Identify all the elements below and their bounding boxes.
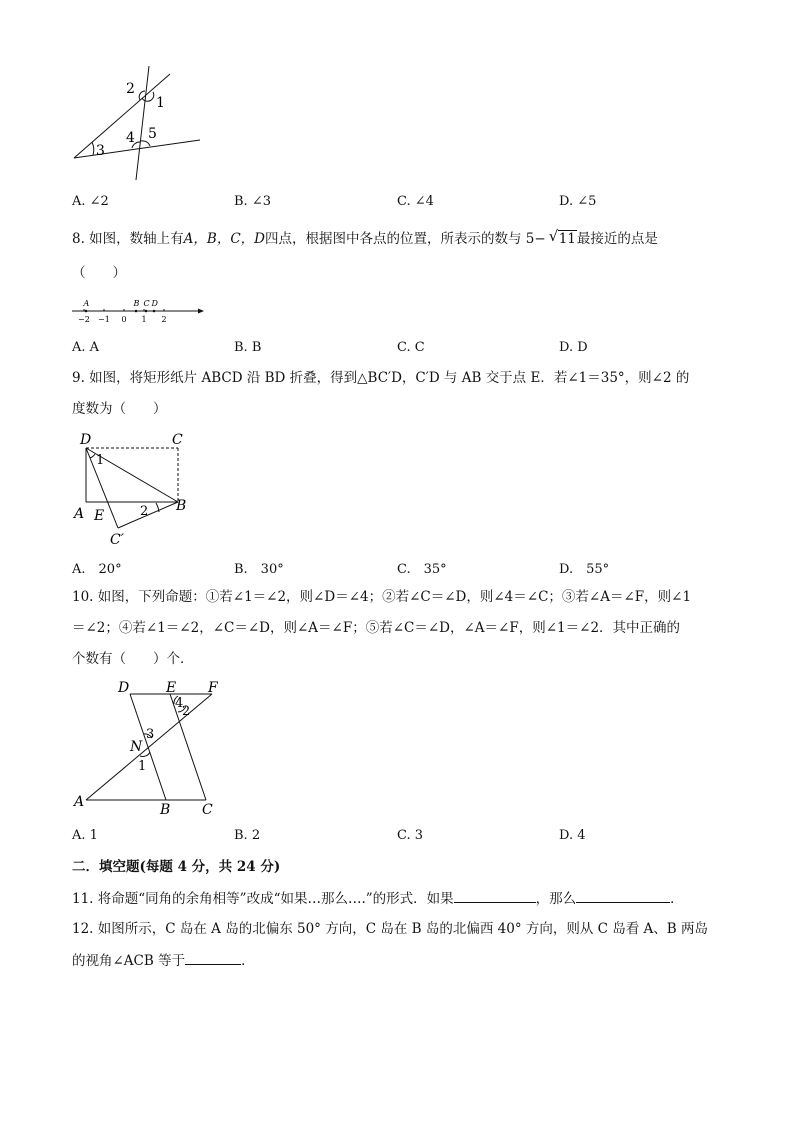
q9-option-c[interactable]: C. 35° [397, 562, 447, 577]
q9-option-a[interactable]: A. 20° [72, 562, 122, 577]
fig9-label-c-prime: C′ [110, 532, 124, 548]
q12-line2b: ． [241, 953, 255, 969]
q12-line2 [72, 952, 255, 969]
q7-option-c[interactable]: C. ∠4 [397, 194, 434, 209]
q7-option-b[interactable]: B. ∠3 [234, 194, 271, 209]
fig10-label-n: N [130, 739, 143, 755]
q12-line2a: 的视角∠ACB 等于 [72, 953, 186, 969]
fig10-label-4: 4 [175, 696, 184, 711]
line-af [86, 694, 212, 800]
q12-line1: 12. 如图所示，C 岛在 A 岛的北偏东 50° 方向，C 岛在 B 岛的北偏西 40° 方向，则从 C 岛看 A、B 两岛 [72, 921, 709, 937]
q10-option-b[interactable]: B. 2 [234, 828, 261, 843]
axis-point-c [145, 310, 148, 313]
fig9-label-e: E [94, 508, 105, 524]
sqrt-icon: √ [548, 227, 559, 245]
axis-tick-label: −2 [78, 315, 90, 324]
q8-option-a[interactable]: A. A [72, 340, 100, 355]
q8-option-d[interactable]: D. D [559, 340, 588, 355]
q10-option-d[interactable]: D. 4 [559, 828, 586, 843]
fig7-line-upper [74, 74, 170, 158]
fig10-label-b: B [160, 802, 171, 818]
fig9-label-2: 2 [140, 504, 149, 519]
fig9-label-d: D [80, 432, 92, 448]
fig10-label-c: C [202, 802, 213, 818]
fig9-arc-1 [90, 454, 95, 458]
fig10-label-a: A [74, 794, 85, 810]
q11-blank-then[interactable] [576, 890, 670, 903]
axis-tick-label: 2 [161, 315, 167, 324]
q8-vars: A，B，C，D [183, 231, 265, 247]
fig7-arc-3 [92, 142, 94, 155]
q8-paren: （ ） [72, 265, 126, 281]
q12-blank[interactable] [185, 952, 241, 965]
q10-line2: ＝∠2；④若∠1＝∠2，∠C＝∠D，则∠A＝∠F；⑤若∠C＝∠D，∠A＝∠F，则∠1＝∠2．其中正确的 [72, 620, 681, 636]
q10-option-a[interactable]: A. 1 [72, 828, 98, 843]
q8-radicand: 11 [558, 231, 576, 247]
q8-option-c[interactable]: C. C [397, 340, 425, 355]
fig7-label-3: 3 [96, 143, 105, 159]
q9-option-b[interactable]: B. 30° [234, 562, 284, 577]
axis-point-b [135, 310, 138, 313]
fig7-label-5: 5 [148, 126, 157, 142]
axis-point-label-a: A [83, 299, 90, 308]
fig10-label-d: D [118, 680, 130, 696]
fig10-label-2: 2 [182, 704, 191, 719]
q10-option-c[interactable]: C. 3 [397, 828, 424, 843]
axis-tick-label: −1 [98, 315, 110, 324]
fig7-label-2: 2 [126, 81, 135, 97]
axis-point-label-b: B [133, 299, 140, 308]
fig7-label-1: 1 [156, 95, 165, 111]
q11-part1: 11. 将命题“同角的余角相等”改成“如果…那么….”的形式．如果 [72, 891, 454, 907]
fig10-label-1: 1 [138, 759, 147, 774]
q7-option-a[interactable]: A. ∠2 [72, 194, 109, 209]
q8-stem [72, 227, 658, 247]
q9-option-d[interactable]: D. 55° [559, 562, 610, 577]
axis-point-a [85, 310, 88, 313]
fig9-label-1: 1 [96, 453, 105, 468]
q8-number-line [68, 294, 208, 326]
fig9-label-b: B [176, 498, 187, 514]
axis-point-label-c: C [143, 299, 150, 308]
q9-figure [70, 428, 200, 548]
q11-stem [72, 890, 684, 907]
fig7-transversal [136, 66, 149, 180]
fig7-label-4: 4 [126, 130, 135, 146]
fig10-label-3: 3 [146, 727, 155, 742]
q10-line1: 10. 如图，下列命题：①若∠1＝∠2，则∠D＝∠4；②若∠C＝∠D，则∠4＝∠C；③若∠A＝∠F，则∠1 [72, 589, 692, 605]
axis-tick-label: 0 [121, 315, 127, 324]
q10-figure [70, 676, 230, 820]
fig9-label-a: A [74, 506, 85, 522]
q7-option-d[interactable]: D. ∠5 [559, 194, 597, 209]
fig9-label-c: C [172, 432, 183, 448]
axis-point-d [153, 310, 156, 313]
q9-line2: 度数为（ ） [72, 401, 167, 417]
q11-blank-if[interactable] [454, 890, 536, 903]
q7-figure [60, 62, 240, 188]
q11-part3: ． [670, 891, 684, 907]
q8-sqrt [548, 227, 577, 247]
q8-stem-a: 8. 如图，数轴上有 [72, 231, 184, 247]
q11-part2: ，那么 [535, 891, 577, 907]
q8-stem-c: 最接近的点是 [576, 231, 658, 247]
fig10-label-f: F [208, 680, 218, 696]
q9-line1: 9. 如图，将矩形纸片 ABCD 沿 BD 折叠，得到△BC′D，C′D 与 AB 交于点 E．若∠1＝35°，则∠2 的 [72, 370, 690, 386]
q8-stem-b: 四点，根据图中各点的位置，所表示的数与 5− [265, 231, 546, 247]
axis-point-label-d: D [151, 299, 158, 308]
q8-option-b[interactable]: B. B [234, 340, 262, 355]
axis-tick-label: 1 [141, 315, 147, 324]
axis-arrow-icon [198, 309, 204, 314]
fig10-label-e: E [166, 680, 177, 696]
q10-line3: 个数有（ ）个． [72, 651, 194, 667]
section2-title: 二．填空题(每题 4 分，共 24 分) [72, 859, 281, 875]
